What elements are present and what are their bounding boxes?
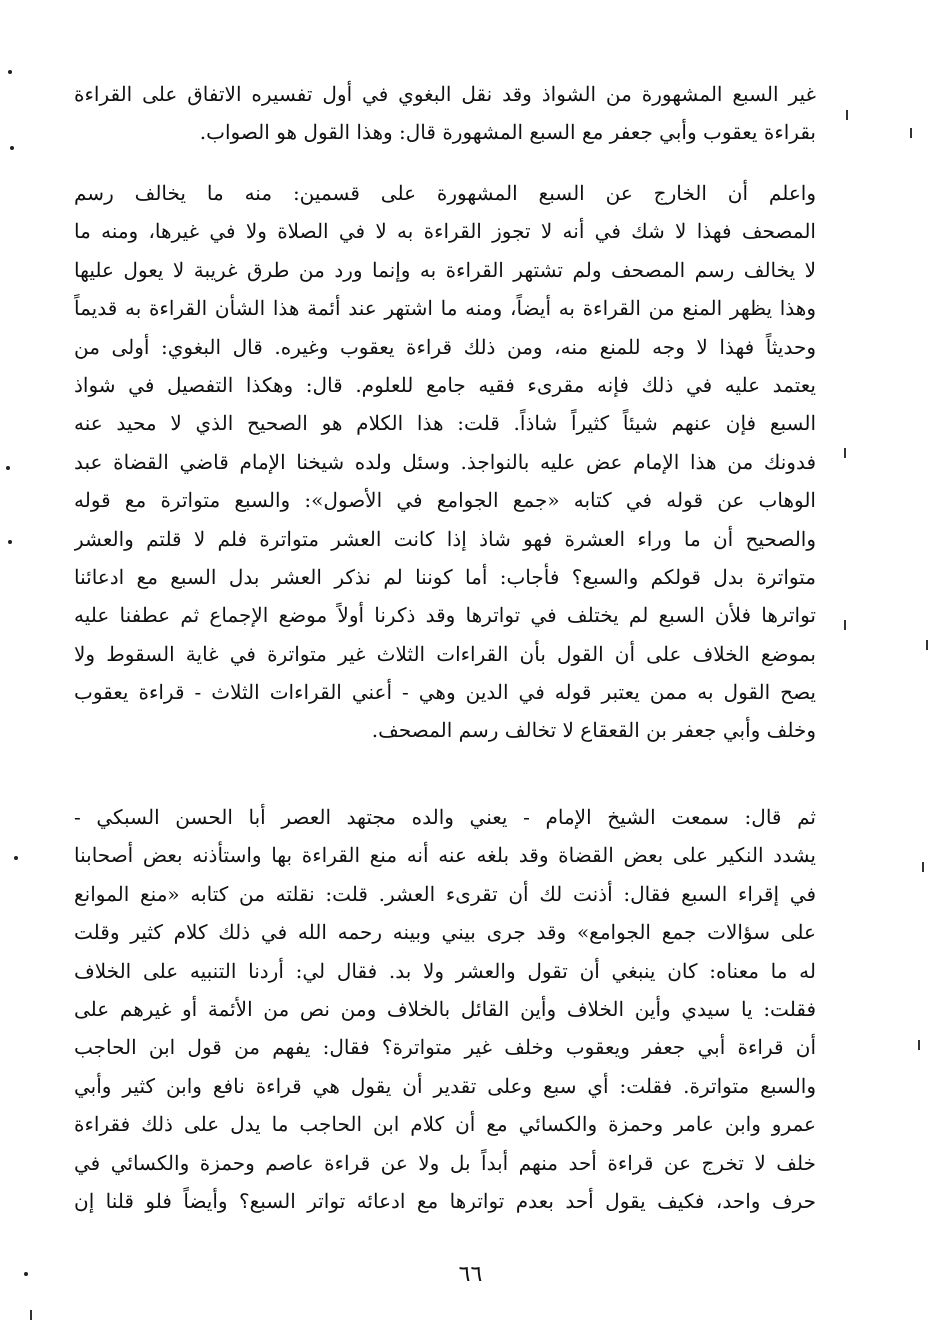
text-line: على سؤالات جمع الجوامع» وقد جرى بيني وبينه رحمه الله في ذلك كلام كثير وقلت xyxy=(74,920,816,945)
text-line: واعلم أن الخارج عن السبع المشهورة على قسمين: منه ما يخالف رسم xyxy=(74,181,816,205)
paragraph-2 xyxy=(74,174,816,750)
text-line: فدونك من هذا الإمام عض عليه بالنواجذ. وسئل ولده شيخنا الإمام قاضي القضاة عبد xyxy=(74,449,816,474)
scan-speck xyxy=(14,856,18,860)
text-line: لا يخالف رسم المصحف ولم تشتهر القراءة به وإنما ورد من طرق غريبة لا يعول عليها xyxy=(74,257,816,282)
text-line: السبع فإن عنهم شيئاً كثيراً شاذاً. قلت: هذا الكلام هو الصحيح الذي لا محيد عنه xyxy=(74,411,816,436)
paragraph-3 xyxy=(74,798,816,1220)
scan-mark xyxy=(910,128,912,138)
text-line: في إقراء السبع فقال: أذنت لك أن تقرىء العشر. قلت: نقلته من كتابه «منع الموانع xyxy=(74,881,816,906)
text-line: عمرو وابن عامر وحمزة والكسائي مع أن كلام ابن الحاجب ما يدل على ذلك فقراءة xyxy=(74,1112,816,1137)
text-line: له ما معناه: كان ينبغي أن تقول والعشر ولا بد. فقال لي: أردنا التنبيه على الخلاف xyxy=(74,958,816,983)
text-line: حرف واحد، فكيف يقول أحد بعدم تواترها مع ادعائه تواتر السبع؟ وأيضاً فلو قلنا إن xyxy=(74,1188,816,1213)
scan-mark xyxy=(844,448,846,458)
text-line: والسبع متواترة. فقلت: أي سبع وعلى تقدير أن يقول هي قراءة نافع وابن كثير وأبي xyxy=(74,1073,816,1098)
text-line: أن قراءة أبي جعفر ويعقوب وخلف غير متواترة؟ فقال: يفهم من قول ابن الحاجب xyxy=(74,1035,816,1060)
scan-mark xyxy=(918,1040,920,1050)
text-line: وهذا يظهر المنع من القراءة به أيضاً، ومنه ما اشتهر عند أئمة هذا الشأن القراءة به قديماً xyxy=(74,296,816,321)
text-line: فقلت: يا سيدي وأين الخلاف وأين القائل بالخلاف ومن نص من الأئمة أو غيرهم على xyxy=(74,996,816,1021)
text-line: والصحيح أن ما وراء العشرة فهو شاذ إذا كانت العشر متواترة فلم لا قلتم والعشر xyxy=(74,526,816,551)
scan-mark xyxy=(30,1310,32,1320)
text-line: متواترة بدل قولكم والسبع؟ فأجاب: أما كوننا لم نذكر العشر بدل السبع مع ادعائنا xyxy=(74,564,816,589)
text-line: ثم قال: سمعت الشيخ الإمام - يعني والده مجتهد العصر أبا الحسن السبكي - xyxy=(74,805,816,829)
scan-speck xyxy=(10,146,14,150)
page-number: ٦٦ xyxy=(458,1262,483,1287)
text-line: الوهاب عن قوله في كتابه «جمع الجوامع في الأصول»: والسبع متواترة مع قوله xyxy=(74,488,816,513)
text-line: يشدد النكير على بعض القضاة وقد بلغه عنه أنه منع القراءة بها واستأذنه بعض أصحابنا xyxy=(74,843,816,868)
text-line: تواترها فلأن السبع لم يختلف في تواترها وقد ذكرنا أولاً موضع الإجماع ثم عطفنا عليه xyxy=(74,603,816,628)
text-line: يصح القول به ممن يعتبر قوله في الدين وهي - أعني القراءات الثلاث - قراءة يعقوب xyxy=(74,680,816,705)
scan-speck xyxy=(8,540,12,544)
text-line: المصحف فهذا لا شك في أنه لا تجوز القراءة به لا في الصلاة ولا في غيرها، ومنه ما xyxy=(74,219,816,244)
text-line: يعتمد عليه في ذلك فإنه مقرىء فقيه جامع للعلوم. قال: وهكذا التفصيل في شواذ xyxy=(74,372,816,397)
paragraph-1 xyxy=(74,75,816,152)
scan-mark xyxy=(844,620,846,630)
text-line: وخلف وأبي جعفر بن القعقاع لا تخالف رسم المصحف. xyxy=(371,718,816,743)
text-line: بقراءة يعقوب وأبي جعفر مع السبع المشهورة قال: وهذا القول هو الصواب. xyxy=(199,120,816,145)
text-line: غير السبع المشهورة من الشواذ وقد نقل البغوي في أول تفسيره الاتفاق على القراءة xyxy=(74,82,816,106)
scan-mark xyxy=(922,862,924,872)
scan-mark xyxy=(926,640,928,650)
scan-speck xyxy=(24,1272,28,1276)
scan-mark xyxy=(846,110,848,120)
text-line: خلف لا تخرج عن قراءة أحد منهم أبداً بل ولا عن قراءة عاصم وحمزة والكسائي في xyxy=(74,1150,816,1175)
scan-speck xyxy=(6,466,10,470)
text-line: بموضع الخلاف على أن القول بأن القراءات الثلاث غير متواترة في غاية السقوط ولا xyxy=(74,641,816,666)
scan-speck xyxy=(8,70,12,74)
text-line: وحديثاً فهذا لا وجه للمنع منه، ومن ذلك قراءة يعقوب وغيره. قال البغوي: أولى من xyxy=(74,334,816,359)
